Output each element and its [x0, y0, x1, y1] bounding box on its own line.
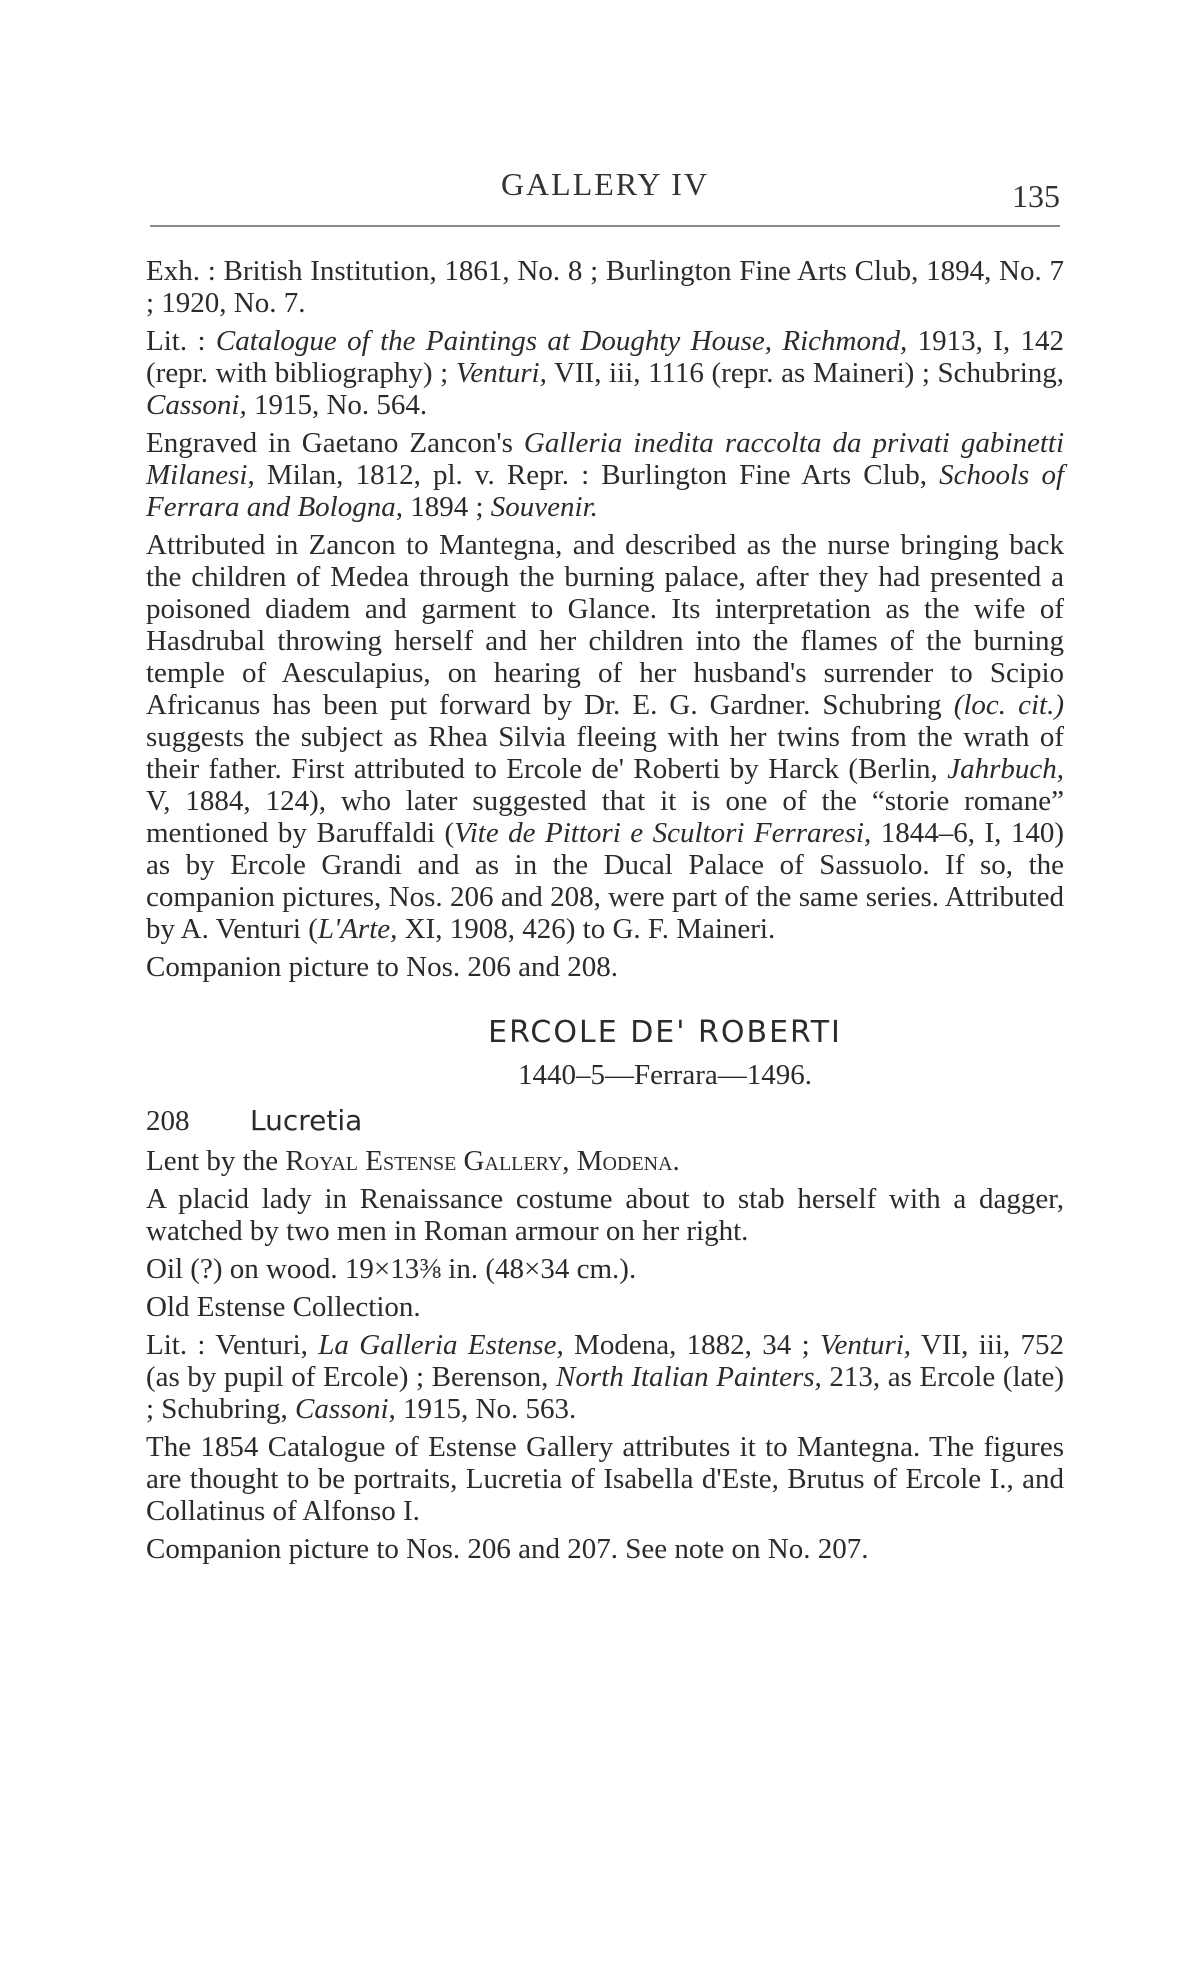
exhibition-label: Exh. : — [146, 255, 216, 287]
provenance-paragraph: Old Estense Collection. — [146, 1291, 421, 1323]
literature-text: 1915, No. 564. — [253, 389, 428, 421]
note-paragraph: The 1854 Catalogue of Estense Gallery attributes it to Mantegna. The figures are thought to be portraits, Lucretia of Isabella d'Este, Brutus of Ercole I., and Collatinus of Alfonso I. — [146, 1431, 1064, 1527]
companion-note-2: Companion picture to Nos. 206 and 207. See note on No. 207. — [146, 1533, 869, 1565]
artist-heading: ERCOLE DE' ROBERTI — [488, 1015, 842, 1050]
attribution-text: 1844–6, I, 140) as by Ercole Grandi and as in the Ducal Palace of Sassuolo. If so, the companion pictures, Nos. 206 and 208, were part of the same series. Attributed by A. Venturi ( — [146, 817, 1064, 945]
running-head — [150, 166, 1060, 226]
exhibition-text: British Institution, 1861, No. 8 ; Burlington Fine Arts Club, 1894, No. 7 ; 1920, No. 7. — [146, 255, 1064, 319]
literature-paragraph-2 — [146, 1329, 1064, 1425]
engraved-title: Schools of Ferrara and Bologna, — [146, 459, 1065, 523]
entry-title: Lucretia — [250, 1104, 363, 1137]
page-number: 135 — [1012, 178, 1060, 214]
literature-text: 213, as Ercole (late) ; Schubring, — [146, 1361, 1064, 1425]
engraved-paragraph — [146, 427, 1064, 523]
literature-text: 1915, No. 563. — [403, 1393, 577, 1425]
literature-label: Lit. : — [146, 1329, 206, 1361]
engraved-text: Milan, 1812, pl. v. Repr. : Burlington Fine Arts Club, — [266, 459, 927, 491]
lender-name: Royal Estense Gallery, Modena. — [285, 1145, 680, 1177]
exhibition-paragraph — [146, 255, 1064, 319]
entry-heading — [146, 1105, 1064, 1137]
attribution-text: V, 1884, 124), who later suggested that it is one of the “storie romane” mentioned by Baruffaldi ( — [146, 785, 1064, 849]
attribution-title: Vite de Pittori e Scultori Ferraresi, — [454, 817, 872, 849]
literature-paragraph-1 — [146, 325, 1064, 421]
literature-text: VII, iii, 752 (as by pupil of Ercole) ; Berenson, — [146, 1329, 1064, 1393]
attribution-text: XI, 1908, 426) to G. F. Maineri. — [404, 913, 776, 945]
literature-text: VII, iii, 1116 (repr. as Maineri) ; Schubring, — [553, 357, 1065, 389]
entry-number: 208 — [146, 1105, 190, 1137]
literature-title: Cassoni, — [295, 1393, 396, 1425]
engraved-text: 1894 ; — [410, 491, 484, 523]
medium-paragraph: Oil (?) on wood. 19×13⅜ in. (48×34 cm.). — [146, 1253, 637, 1285]
lender-paragraph — [146, 1145, 1064, 1177]
literature-title: La Galleria Estense, — [318, 1329, 564, 1361]
literature-title: Cassoni, — [146, 389, 247, 421]
attribution-paragraph — [146, 529, 1064, 945]
attribution-text: Attributed in Zancon to Mantegna, and described as the nurse bringing back the children of Medea through the burning palace, after they had presented a poisoned diadem and garment to Glance. Its interpretation as the wife of Hasdrubal throwing herself and her children into the flames of the burning temple of Aesculapius, on hearing of her husband's surrender to Scipio Africanus has been put forward by Dr. E. G. Gardner. Schubring — [146, 529, 1064, 721]
literature-text: Modena, 1882, 34 ; — [574, 1329, 810, 1361]
attribution-title: L'Arte, — [317, 913, 398, 945]
literature-text: 1913, I, 142 (repr. with bibliography) ; — [146, 325, 1065, 389]
attribution-title: Jahrbuch, — [947, 753, 1064, 785]
lender-prefix: Lent by the — [146, 1145, 279, 1177]
literature-title: North Italian Painters, — [556, 1361, 822, 1393]
page-content — [146, 255, 1064, 1577]
attribution-locref: (loc. cit.) — [953, 689, 1065, 721]
literature-title: Catalogue of the Paintings at Doughty House, Richmond, — [215, 325, 908, 357]
literature-author: Venturi, — [820, 1329, 912, 1361]
engraved-text: Engraved in Gaetano Zancon's — [146, 427, 513, 459]
engraved-title: Souvenir. — [490, 491, 598, 523]
attribution-text: suggests the subject as Rhea Silvia fleeing with her twins from the wrath of their father. First attributed to Ercole de' Roberti by Harck (Berlin, — [146, 721, 1064, 785]
running-title: GALLERY IV — [500, 166, 710, 202]
literature-text: Venturi, — [215, 1329, 308, 1361]
description-paragraph: A placid lady in Renaissance costume about to stab herself with a dagger, watched by two men in Roman armour on her right. — [146, 1183, 1064, 1247]
engraved-title: Galleria inedita raccolta da privati gabinetti Milanesi, — [146, 427, 1064, 491]
literature-label: Lit. : — [146, 325, 206, 357]
literature-author: Venturi, — [455, 357, 547, 389]
companion-note-1: Companion picture to Nos. 206 and 208. — [146, 951, 619, 983]
artist-dates: 1440–5—Ferrara—1496. — [518, 1059, 812, 1091]
header-rule — [150, 225, 1060, 227]
